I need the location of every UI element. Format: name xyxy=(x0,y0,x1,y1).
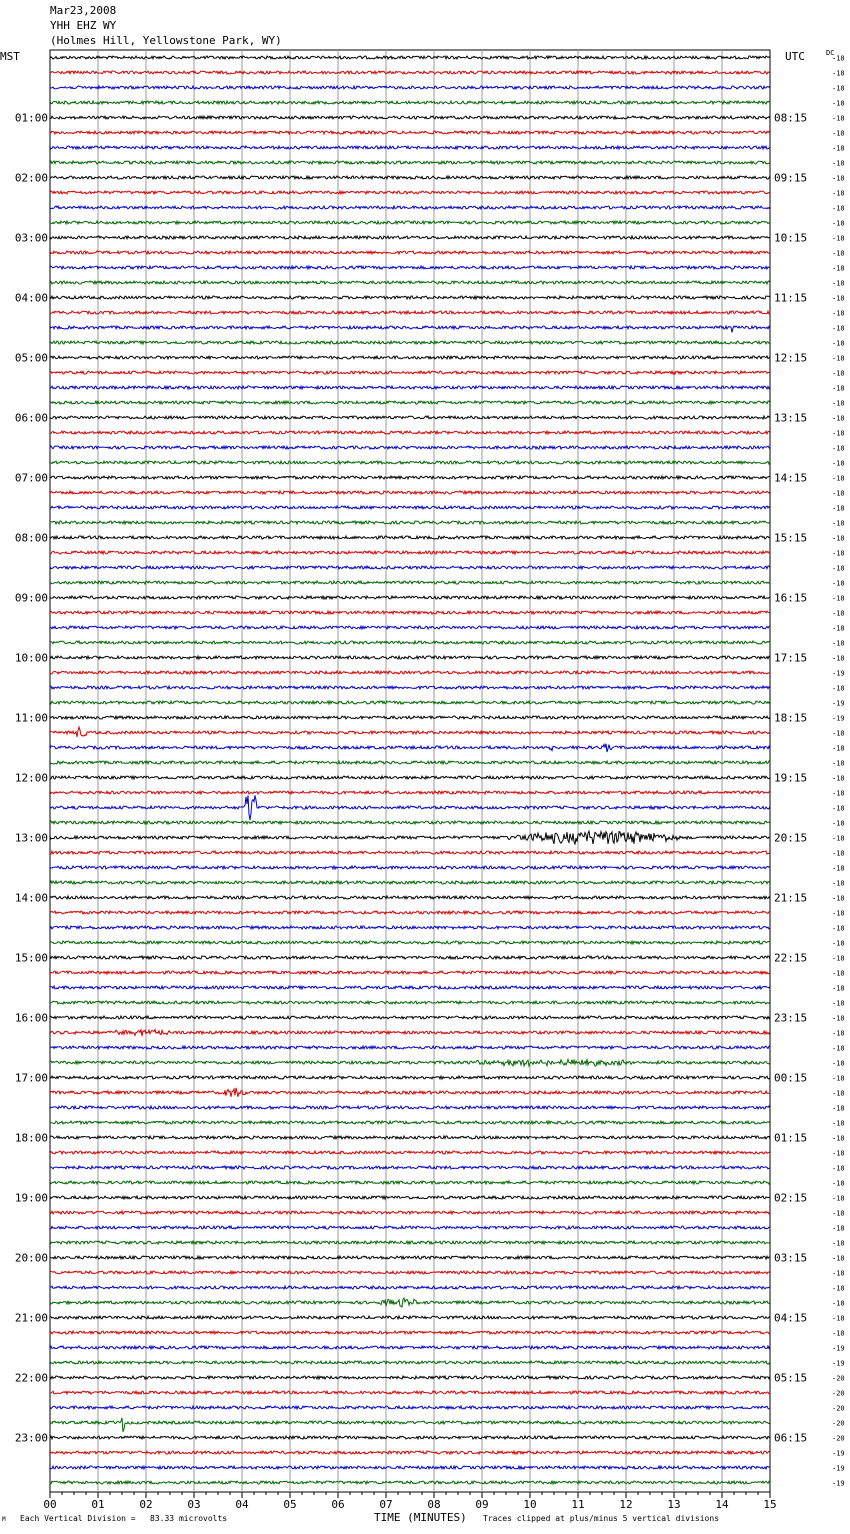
dc-offset-label: -18 xyxy=(832,564,845,573)
dc-offset-label: -18 xyxy=(832,594,845,603)
dc-offset-label: -18 xyxy=(832,1209,845,1218)
dc-offset-label: -18 xyxy=(832,429,845,438)
dc-offset-label: -18 xyxy=(832,534,845,543)
utc-hour-label: 00:15 xyxy=(774,1071,808,1085)
trace-line xyxy=(50,956,770,959)
dc-offset-label: -19 xyxy=(832,669,845,678)
x-tick-label: 04 xyxy=(235,1498,249,1511)
dc-offset-label: -18 xyxy=(832,759,845,768)
left-axis-title: MST xyxy=(0,50,20,63)
dc-offset-label: -18 xyxy=(832,609,845,618)
trace-line xyxy=(50,251,770,254)
trace-line xyxy=(50,101,770,104)
dc-offset-label: -18 xyxy=(832,99,845,108)
dc-offset-label: -18 xyxy=(832,999,845,1008)
trace-line xyxy=(50,971,770,974)
dc-offset-label: -18 xyxy=(832,249,845,258)
dc-offset-label: -18 xyxy=(832,1179,845,1188)
trace-line xyxy=(50,356,770,359)
dc-offset-label: -18 xyxy=(832,444,845,453)
trace-line xyxy=(50,506,770,509)
trace-line xyxy=(50,1331,770,1334)
dc-offset-label: -19 xyxy=(832,1479,845,1488)
trace-line xyxy=(50,1451,770,1454)
mst-hour-label: 04:00 xyxy=(14,291,48,305)
trace-line xyxy=(50,1271,770,1274)
dc-offset-label: -18 xyxy=(832,84,845,93)
trace-line xyxy=(50,206,770,209)
trace-line xyxy=(50,1418,770,1432)
trace-line xyxy=(50,1181,770,1184)
vertical-division-note: Each Vertical Division = 83.33 microvolts xyxy=(20,1514,228,1523)
trace-line xyxy=(50,831,770,844)
dc-offset-label: -18 xyxy=(832,1224,845,1233)
dc-offset-label: -20 xyxy=(832,1374,845,1383)
dc-offset-label: -19 xyxy=(832,1464,845,1473)
trace-line xyxy=(50,716,770,719)
x-tick-label: 14 xyxy=(715,1498,729,1511)
mst-hour-label: 14:00 xyxy=(14,891,48,905)
x-tick-label: 12 xyxy=(619,1498,633,1511)
trace-line xyxy=(50,341,770,344)
utc-hour-label: 21:15 xyxy=(774,891,808,905)
trace-line xyxy=(50,71,770,74)
trace-line xyxy=(50,1256,770,1259)
dc-offset-label: -18 xyxy=(832,924,845,933)
x-tick-label: 05 xyxy=(283,1498,297,1511)
x-tick-label: 03 xyxy=(187,1498,201,1511)
chart-date: Mar23,2008 xyxy=(50,4,117,17)
dc-offset-label: -18 xyxy=(832,969,845,978)
trace-line xyxy=(50,476,770,479)
clip-note: Traces clipped at plus/minus 5 vertical divisions xyxy=(483,1514,720,1523)
trace-line xyxy=(50,1136,770,1139)
dc-offset-label: -18 xyxy=(832,804,845,813)
trace-line xyxy=(50,1466,770,1469)
dc-offset-label: -19 xyxy=(832,1344,845,1353)
trace-line xyxy=(50,911,770,914)
dc-offset-label: -18 xyxy=(832,399,845,408)
trace-line xyxy=(50,386,770,389)
dc-offset-label: -18 xyxy=(832,1044,845,1053)
dc-offset-label: -18 xyxy=(832,174,845,183)
trace-line xyxy=(50,986,770,989)
utc-hour-label: 12:15 xyxy=(774,351,808,365)
x-tick-label: 02 xyxy=(139,1498,153,1511)
utc-hour-label: 23:15 xyxy=(774,1011,808,1025)
dc-offset-label: -18 xyxy=(832,1119,845,1128)
station-location: (Holmes Hill, Yellowstone Park, WY) xyxy=(50,34,282,47)
utc-hour-label: 13:15 xyxy=(774,411,808,425)
dc-offset-label: -18 xyxy=(832,204,845,213)
dc-offset-label: -19 xyxy=(832,1449,845,1458)
utc-hour-label: 18:15 xyxy=(774,711,808,725)
dc-offset-label: -20 xyxy=(832,1404,845,1413)
dc-offset-label: -18 xyxy=(832,279,845,288)
trace-line xyxy=(50,176,770,179)
mst-hour-label: 10:00 xyxy=(14,651,48,665)
x-tick-label: 09 xyxy=(475,1498,489,1511)
trace-line xyxy=(50,551,770,554)
dc-offset-label: -18 xyxy=(832,744,845,753)
trace-line xyxy=(50,701,770,704)
trace-line xyxy=(50,371,770,374)
trace-line xyxy=(50,581,770,584)
mst-hour-label: 20:00 xyxy=(14,1251,48,1265)
trace-line xyxy=(50,1406,770,1409)
trace-line xyxy=(50,686,770,689)
trace-line xyxy=(50,326,770,332)
mst-hour-label: 16:00 xyxy=(14,1011,48,1025)
mst-hour-label: 07:00 xyxy=(14,471,48,485)
dc-offset-label: -18 xyxy=(832,354,845,363)
trace-line xyxy=(50,281,770,284)
dc-offset-label: -18 xyxy=(832,384,845,393)
dc-offset-label: -18 xyxy=(832,654,845,663)
utc-hour-label: 03:15 xyxy=(774,1251,808,1265)
mst-hour-label: 19:00 xyxy=(14,1191,48,1205)
dc-offset-label: -18 xyxy=(832,939,845,948)
dc-offset-label: -18 xyxy=(832,504,845,513)
trace-line xyxy=(50,744,770,752)
utc-hour-label: 06:15 xyxy=(774,1431,808,1445)
trace-line xyxy=(50,776,770,779)
dc-offset-label: -18 xyxy=(832,1089,845,1098)
dc-offset-label: -18 xyxy=(832,1254,845,1263)
trace-line xyxy=(50,881,770,884)
utc-hour-label: 02:15 xyxy=(774,1191,808,1205)
mst-hour-label: 06:00 xyxy=(14,411,48,425)
station-id: YHH EHZ WY xyxy=(50,19,117,32)
x-tick-label: 10 xyxy=(523,1498,537,1511)
dc-offset-label: -19 xyxy=(832,714,845,723)
trace-line xyxy=(50,311,770,314)
dc-offset-label: -18 xyxy=(832,54,845,63)
trace-line xyxy=(50,56,770,59)
dc-offset-label: -18 xyxy=(832,324,845,333)
dc-offset-label: -18 xyxy=(832,414,845,423)
corner-mark: M xyxy=(2,1516,6,1523)
utc-hour-label: 05:15 xyxy=(774,1371,808,1385)
trace-line xyxy=(50,1196,770,1199)
utc-hour-label: 19:15 xyxy=(774,771,808,785)
x-tick-label: 11 xyxy=(571,1498,585,1511)
trace-line xyxy=(50,1211,770,1214)
dc-offset-label: -18 xyxy=(832,234,845,243)
mst-hour-label: 11:00 xyxy=(14,711,48,725)
dc-offset-label: -18 xyxy=(832,729,845,738)
mst-hour-label: 15:00 xyxy=(14,951,48,965)
trace-line xyxy=(50,461,770,464)
utc-hour-label: 04:15 xyxy=(774,1311,808,1325)
trace-line xyxy=(50,1391,770,1394)
dc-offset-label: -18 xyxy=(832,1074,845,1083)
mst-hour-label: 02:00 xyxy=(14,171,48,185)
trace-line xyxy=(50,1436,770,1439)
dc-offset-label: -18 xyxy=(832,1194,845,1203)
dc-offset-label: -18 xyxy=(832,894,845,903)
trace-line xyxy=(50,1076,770,1079)
utc-hour-label: 10:15 xyxy=(774,231,808,245)
dc-offset-label: -18 xyxy=(832,294,845,303)
trace-line xyxy=(50,1481,770,1484)
x-tick-label: 00 xyxy=(43,1498,57,1511)
trace-line xyxy=(50,1059,770,1066)
dc-offset-label: -18 xyxy=(832,159,845,168)
trace-line xyxy=(50,821,770,824)
dc-offset-label: -18 xyxy=(832,864,845,873)
x-tick-label: 06 xyxy=(331,1498,345,1511)
trace-line xyxy=(50,1166,770,1169)
trace-line xyxy=(50,1046,770,1049)
trace-line xyxy=(50,1241,770,1244)
dc-offset-label: -18 xyxy=(832,879,845,888)
dc-offset-label: -20 xyxy=(832,1389,845,1398)
dc-offset-label: -19 xyxy=(832,1359,845,1368)
dc-offset-label: -18 xyxy=(832,1239,845,1248)
right-axis-title: UTC xyxy=(785,50,805,63)
trace-line xyxy=(50,416,770,419)
dc-offset-label: -18 xyxy=(832,1029,845,1038)
dc-offset-label: -18 xyxy=(832,474,845,483)
trace-line xyxy=(50,1001,770,1004)
dc-offset-label: -18 xyxy=(832,1164,845,1173)
trace-line xyxy=(50,761,770,764)
dc-offset-label: -18 xyxy=(832,369,845,378)
dc-offset-label: -18 xyxy=(832,339,845,348)
trace-line xyxy=(50,221,770,224)
dc-offset-label: -18 xyxy=(832,114,845,123)
dc-offset-label: -18 xyxy=(832,1104,845,1113)
mst-hour-label: 12:00 xyxy=(14,771,48,785)
utc-hour-label: 20:15 xyxy=(774,831,808,845)
trace-line xyxy=(50,896,770,899)
mst-hour-label: 09:00 xyxy=(14,591,48,605)
utc-hour-label: 16:15 xyxy=(774,591,808,605)
utc-hour-label: 22:15 xyxy=(774,951,808,965)
dc-offset-label: -18 xyxy=(832,1059,845,1068)
utc-hour-label: 01:15 xyxy=(774,1131,808,1145)
trace-line xyxy=(50,266,770,269)
trace-line xyxy=(50,851,770,854)
dc-offset-label: -18 xyxy=(832,819,845,828)
mst-hour-label: 23:00 xyxy=(14,1431,48,1445)
trace-line xyxy=(50,401,770,404)
mst-hour-label: 01:00 xyxy=(14,111,48,125)
trace-line xyxy=(50,131,770,134)
trace-line xyxy=(50,86,770,89)
trace-line xyxy=(50,795,770,820)
dc-offset-label: -18 xyxy=(832,1269,845,1278)
mst-hour-label: 17:00 xyxy=(14,1071,48,1085)
trace-line xyxy=(50,641,770,644)
dc-offset-label: -18 xyxy=(832,144,845,153)
trace-line xyxy=(50,727,770,737)
mst-hour-label: 05:00 xyxy=(14,351,48,365)
dc-offset-label: -18 xyxy=(832,1299,845,1308)
trace-line xyxy=(50,1226,770,1229)
trace-line xyxy=(50,611,770,614)
trace-line xyxy=(50,1346,770,1349)
mst-hour-label: 08:00 xyxy=(14,531,48,545)
trace-line xyxy=(50,191,770,194)
mst-hour-label: 18:00 xyxy=(14,1131,48,1145)
trace-line xyxy=(50,236,770,239)
x-tick-label: 01 xyxy=(91,1498,105,1511)
x-axis-title: TIME (MINUTES) xyxy=(374,1511,467,1524)
trace-line xyxy=(50,656,770,659)
mst-hour-label: 21:00 xyxy=(14,1311,48,1325)
trace-line xyxy=(50,431,770,434)
utc-hour-label: 15:15 xyxy=(774,531,808,545)
utc-hour-label: 11:15 xyxy=(774,291,808,305)
dc-offset-label: -18 xyxy=(832,309,845,318)
trace-line xyxy=(50,1361,770,1364)
dc-offset-label: -18 xyxy=(832,489,845,498)
dc-offset-label: -18 xyxy=(832,459,845,468)
dc-offset-label: -18 xyxy=(832,1314,845,1323)
mst-hour-label: 22:00 xyxy=(14,1371,48,1385)
trace-line xyxy=(50,566,770,569)
dc-offset-label: -18 xyxy=(832,549,845,558)
trace-line xyxy=(50,626,770,629)
utc-hour-label: 09:15 xyxy=(774,171,808,185)
trace-line xyxy=(50,296,770,299)
trace-line xyxy=(50,116,770,119)
mst-hour-label: 13:00 xyxy=(14,831,48,845)
trace-line xyxy=(50,1151,770,1154)
dc-offset-label: -18 xyxy=(832,789,845,798)
dc-offset-label: -18 xyxy=(832,984,845,993)
trace-line xyxy=(50,1106,770,1109)
dc-offset-label: -18 xyxy=(832,264,845,273)
trace-line xyxy=(50,941,770,944)
trace-line xyxy=(50,671,770,674)
dc-offset-label: -18 xyxy=(832,684,845,693)
dc-label: DC xyxy=(826,49,835,57)
x-tick-label: 08 xyxy=(427,1498,441,1511)
dc-offset-label: -18 xyxy=(832,1134,845,1143)
trace-line xyxy=(50,1030,770,1037)
dc-offset-label: -18 xyxy=(832,69,845,78)
dc-offset-label: -18 xyxy=(832,129,845,138)
trace-line xyxy=(50,926,770,929)
trace-line xyxy=(50,161,770,164)
dc-offset-label: -18 xyxy=(832,624,845,633)
dc-offset-label: -18 xyxy=(832,579,845,588)
dc-offset-label: -20 xyxy=(832,1419,845,1428)
dc-offset-label: -18 xyxy=(832,774,845,783)
plot-frame xyxy=(50,50,770,1492)
trace-line xyxy=(50,446,770,449)
dc-offset-label: -18 xyxy=(832,1149,845,1158)
trace-line xyxy=(50,791,770,794)
dc-offset-label: -18 xyxy=(832,849,845,858)
dc-offset-label: -18 xyxy=(832,834,845,843)
utc-hour-label: 17:15 xyxy=(774,651,808,665)
x-tick-label: 13 xyxy=(667,1498,681,1511)
trace-line xyxy=(50,1121,770,1124)
trace-line xyxy=(50,866,770,869)
trace-line xyxy=(50,536,770,539)
dc-offset-label: -18 xyxy=(832,954,845,963)
dc-offset-label: -18 xyxy=(832,909,845,918)
dc-offset-label: -18 xyxy=(832,219,845,228)
trace-line xyxy=(50,521,770,524)
dc-offset-label: -20 xyxy=(832,1434,845,1443)
x-tick-label: 07 xyxy=(379,1498,393,1511)
trace-line xyxy=(50,596,770,599)
trace-line xyxy=(50,1016,770,1019)
mst-hour-label: 03:00 xyxy=(14,231,48,245)
utc-hour-label: 14:15 xyxy=(774,471,808,485)
trace-line xyxy=(50,1298,770,1307)
dc-offset-label: -18 xyxy=(832,1014,845,1023)
dc-offset-label: -19 xyxy=(832,699,845,708)
x-tick-label: 15 xyxy=(763,1498,777,1511)
trace-line xyxy=(50,1316,770,1319)
dc-offset-label: -18 xyxy=(832,639,845,648)
trace-line xyxy=(50,1088,770,1097)
trace-line xyxy=(50,146,770,149)
trace-line xyxy=(50,1286,770,1289)
utc-hour-label: 08:15 xyxy=(774,111,808,125)
dc-offset-label: -18 xyxy=(832,519,845,528)
trace-line xyxy=(50,1376,770,1379)
dc-offset-label: -18 xyxy=(832,1284,845,1293)
dc-offset-label: -18 xyxy=(832,189,845,198)
dc-offset-label: -18 xyxy=(832,1329,845,1338)
trace-line xyxy=(50,491,770,494)
